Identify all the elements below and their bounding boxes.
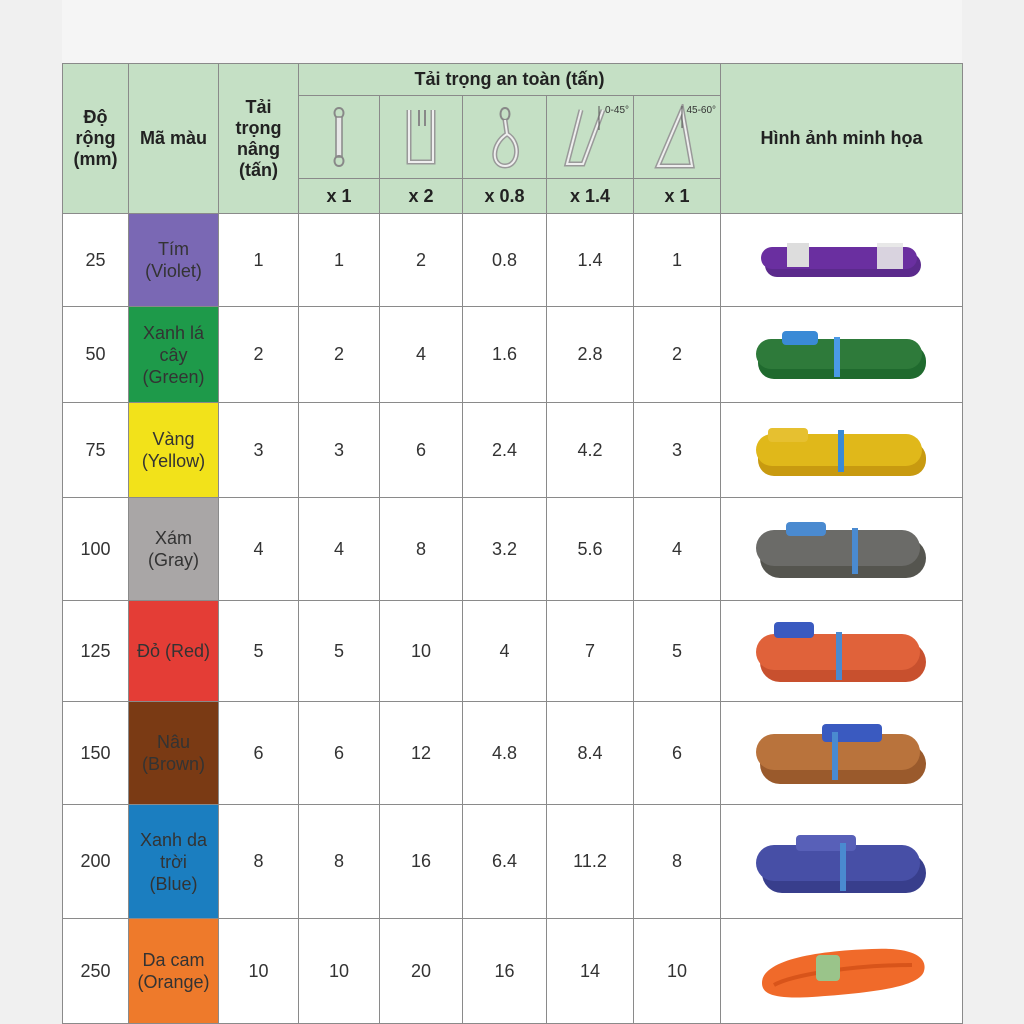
table-row xyxy=(63,498,963,601)
width-cell: 150 xyxy=(63,702,129,805)
load-cell: 2 xyxy=(380,214,463,307)
width-cell: 100 xyxy=(63,498,129,601)
width-cell: 50 xyxy=(63,307,129,403)
color-name-en: (Orange) xyxy=(137,972,210,992)
load-cell: 10 xyxy=(634,919,721,1024)
table-row xyxy=(63,702,963,805)
capacity-cell: 10 xyxy=(219,919,299,1024)
strap-image-cell xyxy=(721,307,963,403)
color-name: Đỏ (Red) xyxy=(136,641,211,661)
strap-image-cell xyxy=(721,919,963,1024)
strap-image-cell xyxy=(721,601,963,702)
choker-hitch-icon xyxy=(463,96,547,179)
capacity-cell: 6 xyxy=(219,702,299,805)
color-name: Tím xyxy=(158,239,189,259)
load-cell: 7 xyxy=(547,601,634,702)
color-name: Da cam xyxy=(142,950,205,970)
capacity-cell: 3 xyxy=(219,403,299,498)
color-name-en: (Blue) xyxy=(149,873,198,894)
load-cell: 5 xyxy=(634,601,721,702)
load-cell: 1.4 xyxy=(547,214,634,307)
color-name: Xanh da trời xyxy=(139,829,208,872)
table-row xyxy=(63,403,963,498)
color-swatch-cell xyxy=(129,403,219,498)
safe-load-header: Tải trọng an toàn (tấn) xyxy=(299,64,721,96)
color-code-header: Mã màu xyxy=(129,64,219,214)
capacity-cell: 4 xyxy=(219,498,299,601)
strap-image-cell xyxy=(721,403,963,498)
color-name: Xám xyxy=(154,528,192,548)
load-cell: 16 xyxy=(463,919,547,1024)
load-cell: 12 xyxy=(380,702,463,805)
load-cell: 8.4 xyxy=(547,702,634,805)
table-row xyxy=(63,307,963,403)
table-row xyxy=(63,805,963,919)
illustration-header: Hình ảnh minh họa xyxy=(721,64,963,214)
load-cell: 20 xyxy=(380,919,463,1024)
brown-strap-image xyxy=(752,718,932,788)
vertical-hitch-icon xyxy=(299,96,380,179)
angle-label-45-60: 45-60° xyxy=(686,105,717,116)
lifting-capacity-header: Tải trọng nâng (tấn) xyxy=(219,64,299,214)
load-cell: 11.2 xyxy=(547,805,634,919)
color-swatch-cell xyxy=(129,601,219,702)
load-cell: 6 xyxy=(299,702,380,805)
load-cell: 3 xyxy=(299,403,380,498)
load-cell: 4 xyxy=(634,498,721,601)
yellow-strap-image xyxy=(752,420,932,480)
load-cell: 8 xyxy=(380,498,463,601)
color-swatch-cell xyxy=(129,919,219,1024)
width-cell: 200 xyxy=(63,805,129,919)
load-cell: 2.8 xyxy=(547,307,634,403)
color-swatch-cell xyxy=(129,702,219,805)
color-swatch-cell xyxy=(129,214,219,307)
load-cell: 6 xyxy=(634,702,721,805)
load-cell: 4 xyxy=(299,498,380,601)
load-cell: 4.2 xyxy=(547,403,634,498)
color-name-en: (Violet) xyxy=(145,261,202,281)
load-cell: 6.4 xyxy=(463,805,547,919)
load-cell: 2 xyxy=(299,307,380,403)
orange-strap-image xyxy=(752,931,932,1011)
angle-label-0-45: 0-45° xyxy=(604,105,629,116)
color-name-en: (Green) xyxy=(142,366,205,387)
capacity-cell: 2 xyxy=(219,307,299,403)
gray-strap-image xyxy=(752,516,932,582)
load-cell: 4.8 xyxy=(463,702,547,805)
red-strap-image xyxy=(752,616,932,686)
color-name-en: (Yellow) xyxy=(141,451,206,471)
width-cell: 25 xyxy=(63,214,129,307)
load-cell: 5 xyxy=(299,601,380,702)
angled-basket-hitch-icon xyxy=(547,96,634,179)
load-cell: 16 xyxy=(380,805,463,919)
load-cell: 4 xyxy=(380,307,463,403)
load-cell: 0.8 xyxy=(463,214,547,307)
load-cell: 10 xyxy=(299,919,380,1024)
table-row xyxy=(63,214,963,307)
strap-image-cell xyxy=(721,498,963,601)
multiplier-vertical: x 1 xyxy=(299,179,380,214)
color-swatch-cell xyxy=(129,805,219,919)
color-name-en: (Brown) xyxy=(141,754,205,774)
load-cell: 5.6 xyxy=(547,498,634,601)
width-cell: 125 xyxy=(63,601,129,702)
multiplier-choker: x 0.8 xyxy=(463,179,547,214)
capacity-cell: 8 xyxy=(219,805,299,919)
sling-spec-table xyxy=(62,63,963,1024)
basket-hitch-icon xyxy=(380,96,463,179)
width-header: Độ rộng (mm) xyxy=(63,64,129,214)
strap-image-cell xyxy=(721,214,963,307)
color-name: Xanh lá cây xyxy=(142,322,205,365)
load-cell: 4 xyxy=(463,601,547,702)
width-cell: 250 xyxy=(63,919,129,1024)
wide-angle-basket-hitch-icon xyxy=(634,96,721,179)
blue-strap-image xyxy=(752,827,932,897)
load-cell: 2.4 xyxy=(463,403,547,498)
color-swatch-cell xyxy=(129,307,219,403)
color-name: Vàng xyxy=(152,429,195,449)
capacity-cell: 5 xyxy=(219,601,299,702)
table-row xyxy=(63,601,963,702)
load-cell: 14 xyxy=(547,919,634,1024)
green-strap-image xyxy=(752,325,932,385)
width-cell: 75 xyxy=(63,403,129,498)
load-cell: 6 xyxy=(380,403,463,498)
color-name: Nâu xyxy=(156,732,191,752)
multiplier-wide-angle-basket: x 1 xyxy=(634,179,721,214)
capacity-cell: 1 xyxy=(219,214,299,307)
load-cell: 2 xyxy=(634,307,721,403)
strap-image-cell xyxy=(721,805,963,919)
violet-strap-image xyxy=(757,235,927,285)
load-cell: 1.6 xyxy=(463,307,547,403)
load-cell: 8 xyxy=(299,805,380,919)
table-row xyxy=(63,919,963,1024)
load-cell: 3.2 xyxy=(463,498,547,601)
multiplier-basket: x 2 xyxy=(380,179,463,214)
strap-image-cell xyxy=(721,702,963,805)
load-cell: 10 xyxy=(380,601,463,702)
color-name-en: (Gray) xyxy=(148,550,199,570)
load-cell: 8 xyxy=(634,805,721,919)
load-cell: 3 xyxy=(634,403,721,498)
multiplier-angled-basket: x 1.4 xyxy=(547,179,634,214)
load-cell: 1 xyxy=(634,214,721,307)
load-cell: 1 xyxy=(299,214,380,307)
color-swatch-cell xyxy=(129,498,219,601)
